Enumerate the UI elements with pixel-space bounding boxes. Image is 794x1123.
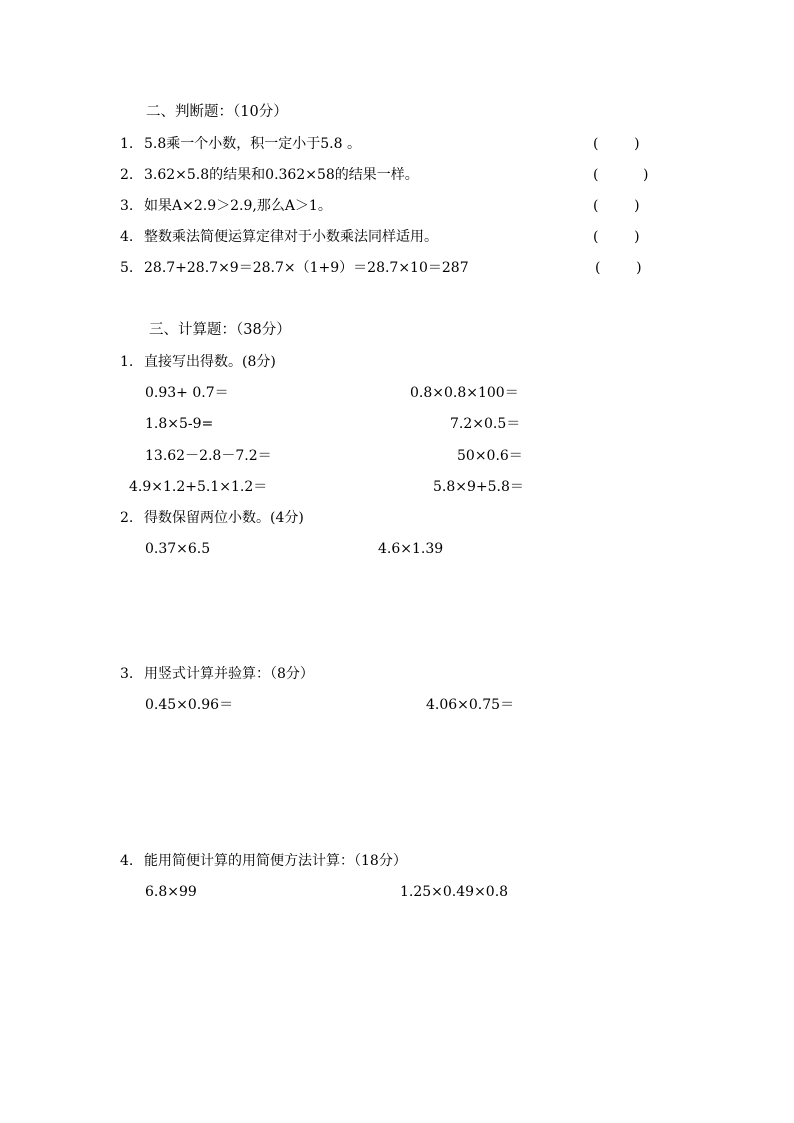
- q1-row2-left: 1.8×5-9=: [145, 416, 214, 432]
- section-3-title: 三、计算题：（38分）: [149, 322, 291, 338]
- q1-row4-left: 4.9×1.2+5.1×1.2＝: [129, 479, 268, 495]
- q3-right: 4.06×0.75＝: [426, 697, 515, 713]
- q2-number: 2.: [120, 510, 134, 526]
- q1-row1-right: 0.8×0.8×100＝: [410, 385, 519, 401]
- q3-number: 3.: [120, 666, 134, 682]
- tf-item-2-number: 2.: [120, 167, 134, 183]
- q1-number: 1.: [120, 354, 134, 370]
- tf-item-3-number: 3.: [120, 198, 134, 214]
- tf-item-1-text: 5.8乘一个小数，积一定小于5.8 。: [144, 136, 361, 152]
- q3-title: 用竖式计算并验算：（8分）: [144, 666, 314, 682]
- q1-row3-right: 50×0.6＝: [457, 448, 523, 464]
- tf-item-5-text: 28.7+28.7×9＝28.7×（1+9）＝28.7×10＝287: [144, 260, 469, 276]
- section-2-title: 二、判断题：（10分）: [146, 104, 288, 120]
- q4-right: 1.25×0.49×0.8: [400, 884, 509, 900]
- q1-row2-right: 7.2×0.5＝: [450, 416, 521, 432]
- tf-item-4-number: 4.: [120, 229, 134, 245]
- tf-item-2-text: 3.62×5.8的结果和0.362×58的结果一样。: [144, 167, 419, 183]
- q4-title: 能用简便计算的用简便方法计算：（18分）: [144, 853, 407, 869]
- q1-row1-left: 0.93+ 0.7＝: [145, 385, 229, 401]
- tf-item-5-number: 5.: [120, 260, 134, 276]
- q2-right: 4.6×1.39: [378, 541, 444, 557]
- tf-item-5-answer-blank[interactable]: ( ): [595, 260, 642, 276]
- tf-item-1-number: 1.: [120, 136, 134, 152]
- tf-item-1-answer-blank[interactable]: ( ): [593, 136, 640, 152]
- q2-title: 得数保留两位小数。(4分): [144, 510, 304, 526]
- tf-item-4-text: 整数乘法简便运算定律对于小数乘法同样适用。: [144, 229, 438, 245]
- q1-row4-right: 5.8×9+5.8＝: [433, 479, 524, 495]
- tf-item-4-answer-blank[interactable]: ( ): [593, 229, 640, 245]
- q2-left: 0.37×6.5: [145, 541, 211, 557]
- q3-left: 0.45×0.96＝: [145, 697, 234, 713]
- tf-item-3-text: 如果A×2.9＞2.9,那么A＞1。: [144, 198, 332, 214]
- tf-item-3-answer-blank[interactable]: ( ): [593, 198, 640, 214]
- q1-title: 直接写出得数。(8分): [144, 354, 276, 370]
- tf-item-2-answer-blank[interactable]: ( ): [593, 167, 649, 183]
- q1-row3-left: 13.62－2.8－7.2＝: [145, 448, 272, 464]
- q4-left: 6.8×99: [145, 884, 197, 900]
- q4-number: 4.: [120, 853, 134, 869]
